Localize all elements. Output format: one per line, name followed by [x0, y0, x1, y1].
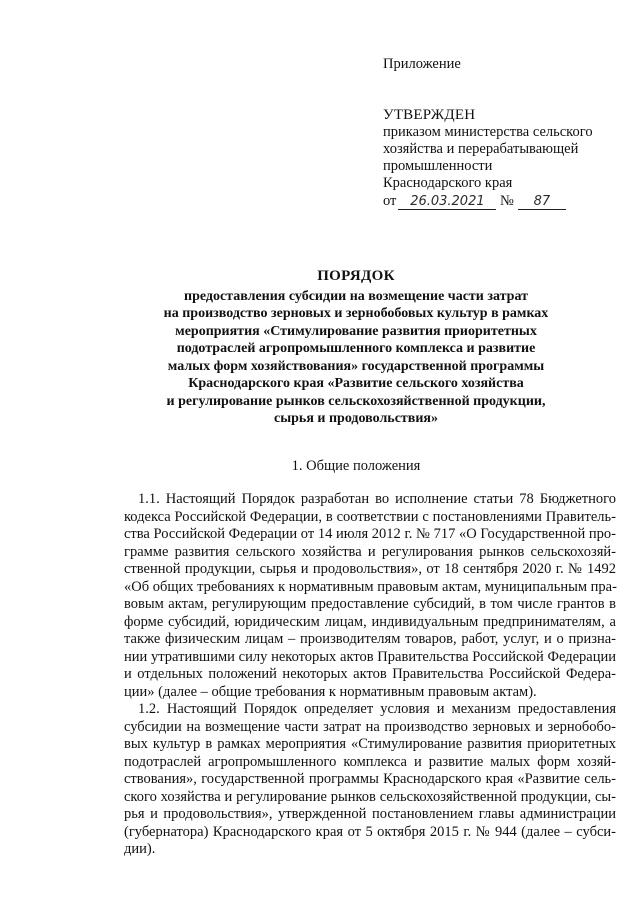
- handwritten-date: 26.03.2021: [398, 195, 496, 210]
- document-title: [120, 268, 592, 428]
- approved-label: УТВЕРЖДЕН: [383, 107, 476, 123]
- paragraph-line: субсидии на возмещение части затрат на производство зерновых и зернобобо-: [124, 718, 616, 735]
- appendix-label: Приложение: [383, 56, 461, 72]
- paragraph-line: ственной продукции, сырья и продовольствия», от 18 сентября 2020 г. № 1492: [124, 561, 616, 577]
- paragraph-line: ции» (далее – общие требования к нормативным правовым актам).: [124, 683, 537, 700]
- paragraph-line: нии утратившими силу некоторых актов Правительства Российской Федерации: [124, 648, 616, 665]
- approval-line: приказом министерства сельского: [383, 124, 593, 140]
- paragraph-line: подотраслей агропромышленного комплекса и развитие малых форм хозяй-: [124, 753, 616, 770]
- approval-line: хозяйства и перерабатывающей: [383, 141, 579, 157]
- paragraph-line: 1.1. Настоящий Порядок разработан во исполнение статьи 78 Бюджетного: [138, 491, 616, 507]
- title-line: Краснодарского края «Развитие сельского хозяйства: [188, 376, 524, 391]
- title-heading: ПОРЯДОК: [317, 268, 395, 284]
- paragraph-line: 1.2. Настоящий Порядок определяет условия и механизм предоставления: [138, 701, 616, 717]
- title-line: малых форм хозяйствования» государственной программы: [167, 358, 545, 374]
- paragraph-line: вовым актам, регулирующим предоставление субсидий, в том числе грантов в: [124, 596, 616, 612]
- paragraph-1-2: [124, 701, 616, 859]
- approval-line: Краснодарского края: [383, 175, 513, 191]
- title-line: мероприятия «Стимулирование развития приоритетных: [175, 323, 537, 339]
- paragraph-1-1: [124, 491, 616, 701]
- title-line: предоставления субсидии на возмещение части затрат: [184, 288, 528, 304]
- title-line: и регулирование рынков сельскохозяйственной продукции,: [166, 393, 546, 409]
- title-line: сырья и продовольствия»: [274, 411, 438, 426]
- document-body: [124, 491, 616, 859]
- paragraph-line: «Об общих требованиях к нормативным правовым актам, муниципальным пра-: [124, 578, 617, 595]
- paragraph-line: ствования», государственной программы Краснодарского края «Развитие сель-: [124, 771, 616, 787]
- date-prefix: от: [383, 193, 397, 209]
- handwritten-number: 87: [518, 195, 566, 210]
- paragraph-line: также физическим лицам – производителям товаров, работ, услуг, и о призна-: [124, 631, 616, 647]
- paragraph-line: и отдельных положений некоторых актов Правительства Российской Федера-: [124, 666, 616, 682]
- paragraph-line: (губернатора) Краснодарского края от 5 октября 2015 г. № 944 (далее – субси-: [124, 823, 616, 840]
- approval-line: промышленности: [383, 158, 493, 174]
- number-prefix: №: [500, 193, 514, 209]
- paragraph-line: рья и продовольствия», утвержденной постановлением главы администрации: [124, 806, 616, 822]
- title-line: на производство зерновых и зернобобовых культур в рамках: [163, 306, 549, 321]
- approval-stamp: [383, 56, 623, 210]
- title-line: подотраслей агропромышленного комплекса и развитие: [176, 341, 536, 356]
- approval-date-line: [383, 193, 623, 210]
- paragraph-line: кодекса Российской Федерации, в соответствии с постановлениями Правитель-: [124, 508, 616, 525]
- paragraph-line: ского хозяйства и регулирование рынков сельскохозяйственной продукции, сы-: [124, 788, 616, 805]
- paragraph-line: вых культур в рамках мероприятия «Стимулирование развития приоритетных: [124, 736, 616, 752]
- paragraph-line: грамме развития сельского хозяйства и регулирования рынков сельскохозяй-: [124, 543, 616, 560]
- paragraph-line: форме субсидий, юридическим лицам, индивидуальным предпринимателям, а: [124, 613, 616, 630]
- paragraph-line: ства Российской Федерации от 14 июля 2012 г. № 717 «О Государственной про-: [124, 526, 616, 542]
- section-heading: 1. Общие положения: [291, 458, 421, 474]
- paragraph-line: дии).: [124, 841, 156, 857]
